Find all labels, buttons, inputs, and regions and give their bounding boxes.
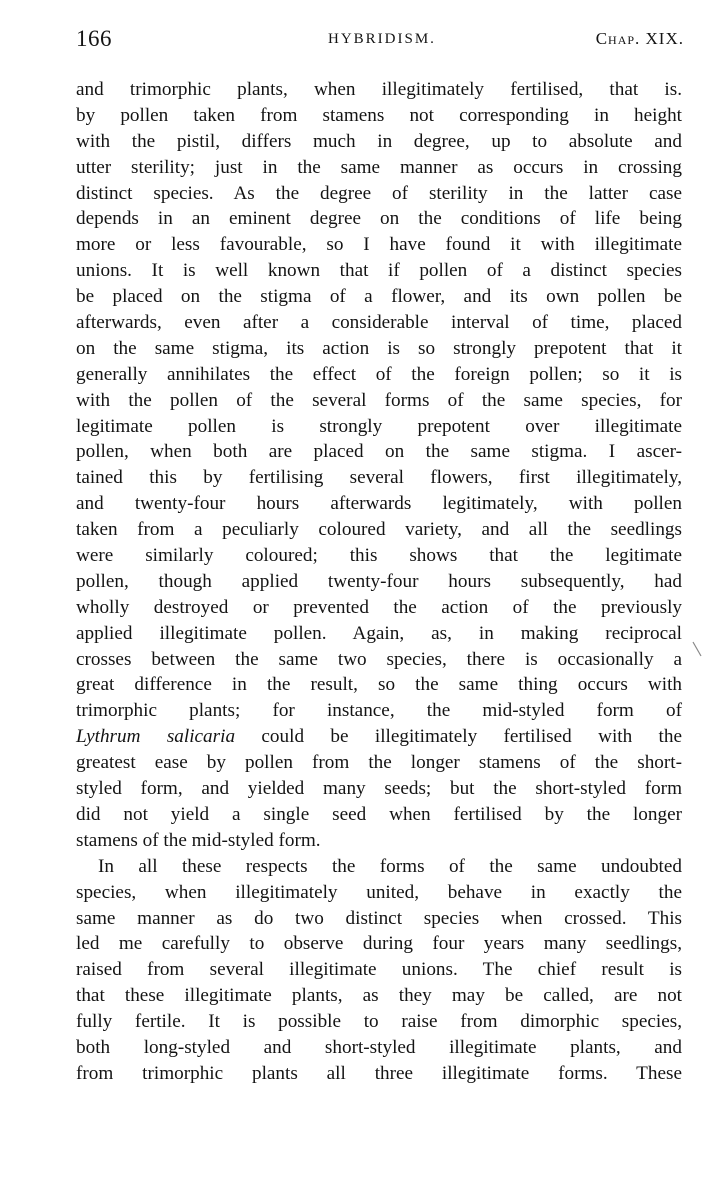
text-line: taken from a peculiarly coloured variety, and all the seedlings	[76, 519, 682, 541]
text-line: with the pistil, differs much in degree, up to absolute and	[76, 130, 682, 152]
text-line: fully fertile. It is possible to raise from dimorphic species,	[76, 1011, 682, 1033]
text-line: by pollen taken from stamens not corresponding in height	[76, 104, 682, 126]
text-line: greatest ease by pollen from the longer stamens of the short-	[76, 752, 682, 774]
text-line: legitimate pollen is strongly prepotent over illegitimate	[76, 415, 682, 437]
running-title: HYBRIDISM.	[328, 31, 436, 47]
text-line: be placed on the stigma of a flower, and its own pollen be	[76, 286, 682, 308]
page-number: 166	[76, 26, 112, 51]
text-line: same manner as do two distinct species when crossed. This	[76, 907, 682, 929]
text-line: In all these respects the forms of the same undoubted	[98, 855, 682, 877]
text-line: with the pollen of the several forms of the same species, for	[76, 389, 682, 411]
text-line: from trimorphic plants all three illegitimate forms. These	[76, 1062, 682, 1084]
text-line: distinct species. As the degree of sterility in the latter case	[76, 182, 682, 204]
text-line: Lythrum salicaria could be illegitimately fertilised with the	[76, 726, 682, 748]
paragraph	[76, 854, 682, 1087]
species-name: Lythrum salicaria	[76, 726, 236, 748]
text-line: were similarly coloured; this shows that the legitimate	[76, 545, 682, 567]
chapter-label: Chap. XIX.	[595, 29, 684, 48]
text-line: tained this by fertilising several flowers, first illegitimately,	[76, 467, 682, 489]
text-line: pollen, when both are placed on the same stigma. I ascer-	[76, 441, 682, 463]
text-line: both long-styled and short-styled illegitimate plants, and	[76, 1036, 682, 1058]
text-line: utter sterility; just in the same manner as occurs in crossing	[76, 156, 682, 178]
text-line: and twenty-four hours afterwards legitimately, with pollen	[76, 493, 682, 515]
text-line: crosses between the same two species, there is occasionally a	[76, 648, 682, 670]
text-line: led me carefully to observe during four years many seedlings,	[76, 933, 682, 955]
text-line: stamens of the mid-styled form.	[76, 829, 321, 851]
text-line: on the same stigma, its action is so strongly prepotent that it	[76, 337, 682, 359]
body-text	[76, 77, 682, 1087]
text-line: depends in an eminent degree on the conditions of life being	[76, 208, 682, 230]
text-line: species, when illegitimately united, behave in exactly the	[76, 881, 682, 903]
text-line: styled form, and yielded many seeds; but the short-styled form	[76, 778, 682, 800]
text-line: afterwards, even after a considerable interval of time, placed	[76, 312, 682, 334]
text-line: trimorphic plants; for instance, the mid-styled form of	[76, 700, 682, 722]
text-line: more or less favourable, so I have found it with illegitimate	[76, 234, 682, 256]
text-line: that these illegitimate plants, as they may be called, are not	[76, 985, 682, 1007]
text-line: applied illegitimate pollen. Again, as, in making reciprocal	[76, 622, 682, 644]
text-line: and trimorphic plants, when illegitimately fertilised, that is.	[76, 79, 682, 100]
text-line: did not yield a single seed when fertilised by the longer	[76, 803, 682, 825]
margin-tick-mark	[691, 640, 703, 658]
paragraph	[76, 77, 682, 854]
text-line: pollen, though applied twenty-four hours subsequently, had	[76, 570, 682, 592]
page-header	[76, 26, 684, 56]
text-line: wholly destroyed or prevented the action of the previously	[76, 596, 682, 618]
text-line: generally annihilates the effect of the foreign pollen; so it is	[76, 363, 682, 385]
text-line: great difference in the result, so the same thing occurs with	[76, 674, 682, 696]
text-line: unions. It is well known that if pollen of a distinct species	[76, 260, 682, 282]
text-line: raised from several illegitimate unions. The chief result is	[76, 959, 682, 981]
